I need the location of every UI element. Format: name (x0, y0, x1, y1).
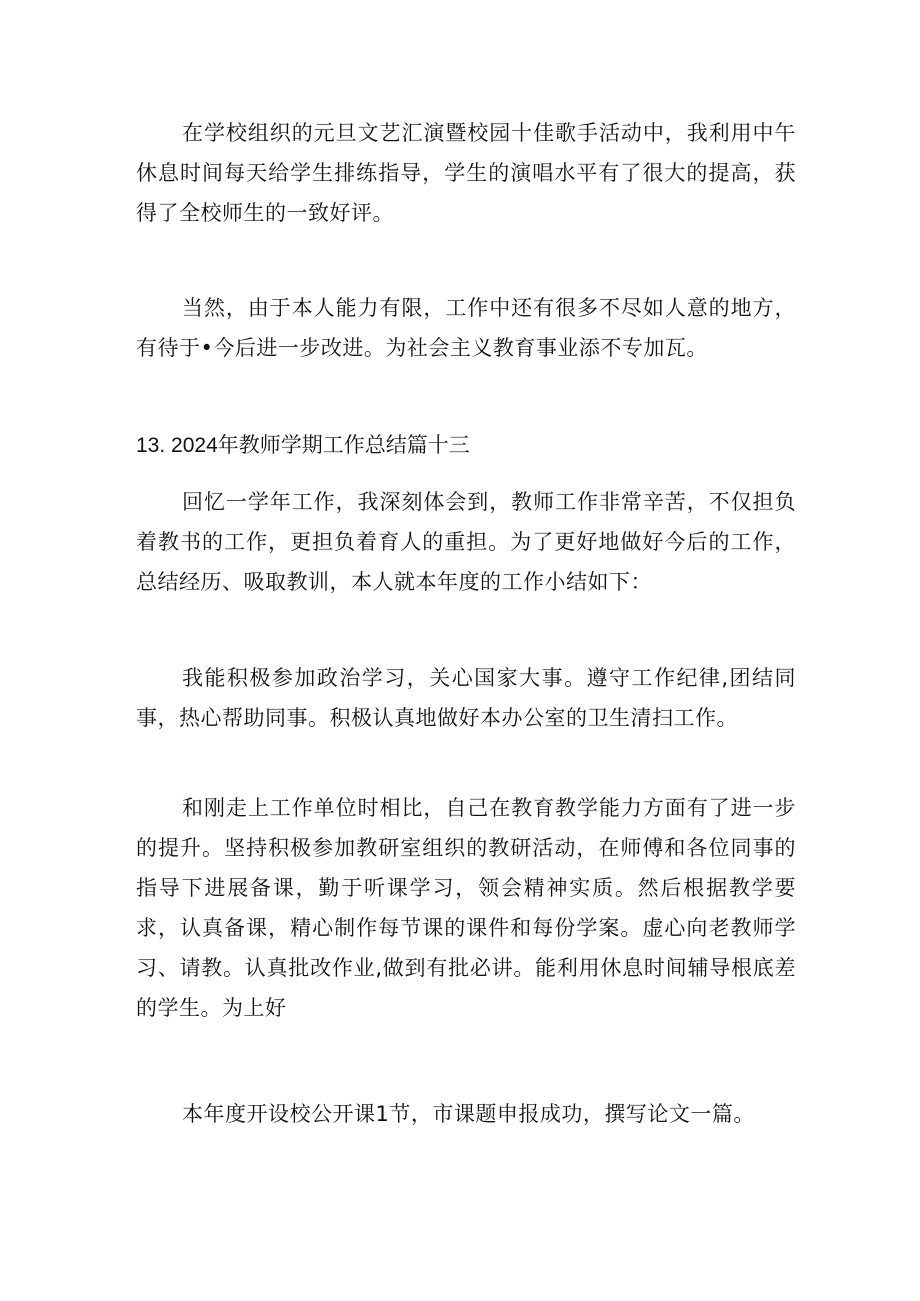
paragraph-political-study: 我能积极参加政治学习，关心国家大事。遵守工作纪律,团结同事，热心帮助同事。积极认真地做好本办公室的卫生清扫工作。 (136, 666, 796, 730)
paragraph-year-review: 回忆一学年工作，我深刻体会到，教师工作非常辛苦，不仅担负着教书的工作，更担负着育人的重担。为了更好地做好今后的工作，总结经历、吸取教训，本人就本年度的工作小结如下： (136, 490, 796, 594)
section-heading: 13. 2024年教师学期工作总结篇十三 (136, 434, 470, 457)
paragraph-teaching-ability: 和刚走上工作单位时相比，自己在教育教学能力方面有了进一步的提升。坚持积极参加教研室组织的教研活动，在师傅和各位同事的指导下进展备课，勤于听课学习，领会精神实质。然后根据教学要求，认真备课，精心制作每节课的课件和每份学案。虚心向老教师学习、请教。认真批改作业,做到有批必讲。能利用休息时间辅导根底差的学生。为上好 (136, 796, 796, 1020)
paragraph-public-lessons: 本年度开设校公开课1节，市课题申报成功，撰写论文一篇。 (182, 1102, 755, 1126)
paragraph-limitations: 当然，由于本人能力有限，工作中还有很多不尽如人意的地方，有待于•今后进一步改进。为社会主义教育事业添不专加瓦。 (136, 296, 796, 360)
paragraph-new-year-performance: 在学校组织的元旦文艺汇演暨校园十佳歌手活动中，我利用中午休息时间每天给学生排练指导，学生的演唱水平有了很大的提高，获得了全校师生的一致好评。 (136, 121, 796, 225)
